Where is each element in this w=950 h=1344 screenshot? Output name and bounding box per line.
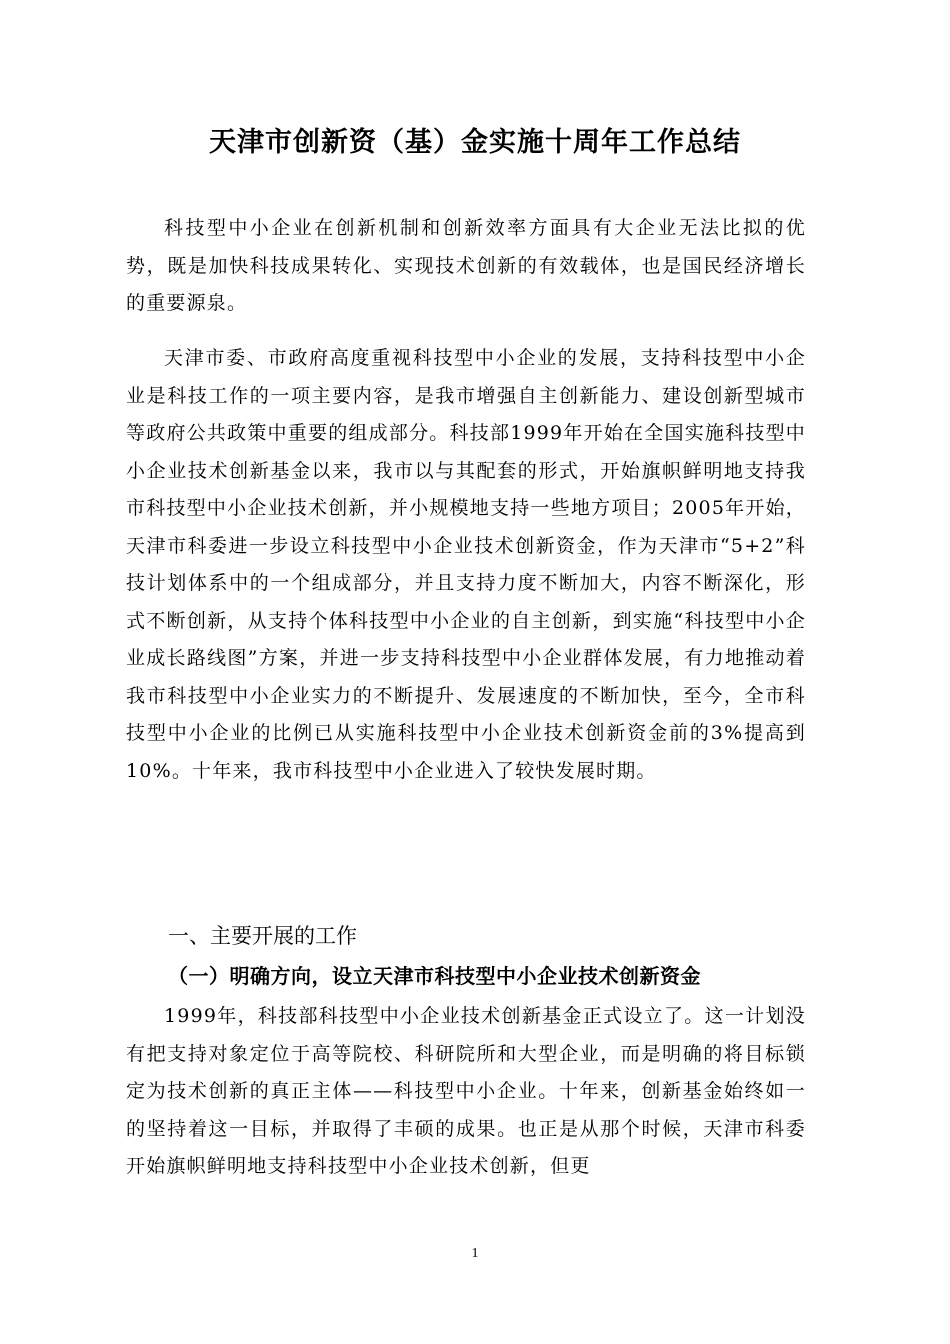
intro-block-2 xyxy=(126,340,806,790)
paragraph-background: 天津市委、市政府高度重视科技型中小企业的发展，支持科技型中小企业是科技工作的一项主要内容，是我市增强自主创新能力、建设创新型城市等政府公共政策中重要的组成部分。科技部1999年开始在全国实施科技型中小企业技术创新基金以来，我市以与其配套的形式，开始旗帜鲜明地支持我市科技型中小企业技术创新，并小规模地支持一些地方项目；2005年开始，天津市科委进一步设立科技型中小企业技术创新资金，作为天津市“5+2”科技计划体系中的一个组成部分，并且支持力度不断加大，内容不断深化，形式不断创新，从支持个体科技型中小企业的自主创新，到实施“科技型中小企业成长路线图”方案，并进一步支持科技型中小企业群体发展，有力地推动着我市科技型中小企业实力的不断提升、发展速度的不断加快，至今，全市科技型中小企业的比例已从实施科技型中小企业技术创新资金前的3%提高到10%。十年来，我市科技型中小企业进入了较快发展时期。 xyxy=(126,347,806,782)
subsection-block xyxy=(126,998,806,1186)
subsection-heading: （一）明确方向，设立天津市科技型中小企业技术创新资金 xyxy=(168,964,701,988)
paragraph-subsection: 1999年，科技部科技型中小企业技术创新基金正式设立了。这一计划没有把支持对象定位于高等院校、科研院所和大型企业，而是明确的将目标锁定为技术创新的真正主体——科技型中小企业。十年来，创新基金始终如一的坚持着这一目标，并取得了丰硕的成果。也正是从那个时候，天津市科委开始旗帜鲜明地支持科技型中小企业技术创新，但更 xyxy=(126,1005,806,1177)
document-title: 天津市创新资（基）金实施十周年工作总结 xyxy=(209,127,741,158)
intro-block-1 xyxy=(126,210,806,323)
section-heading: 一、主要开展的工作 xyxy=(168,924,357,948)
paragraph-intro: 科技型中小企业在创新机制和创新效率方面具有大企业无法比拟的优势，既是加快科技成果转化、实现技术创新的有效载体，也是国民经济增长的重要源泉。 xyxy=(126,217,806,314)
page-number: 1 xyxy=(471,1246,479,1261)
